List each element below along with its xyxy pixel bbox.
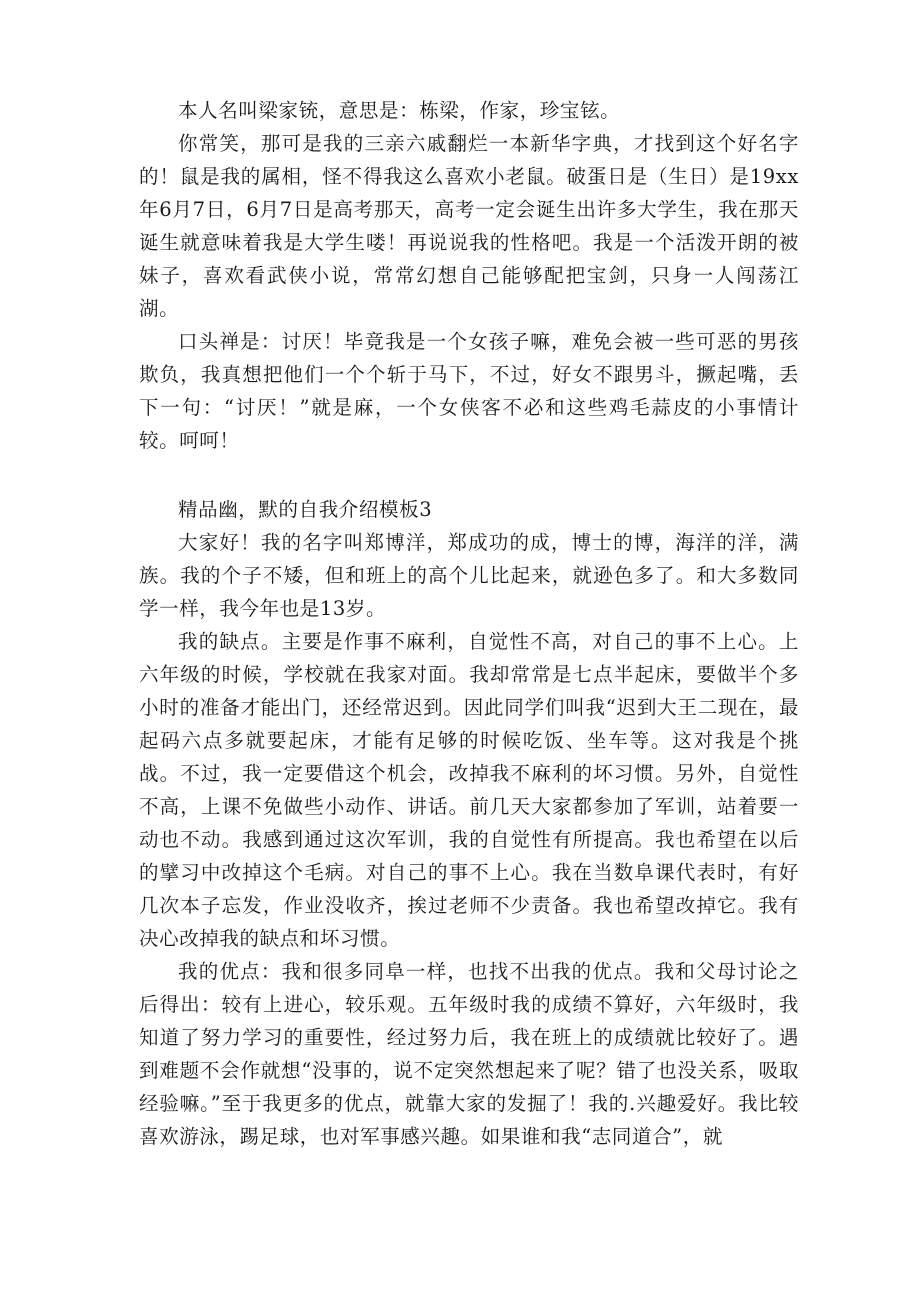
paragraph-strengths: 我的优点：我和很多同阜一样，也找不出我的优点。我和父母讨论之后得出：较有上进心，较乐观。五年级时我的成绩不算好，六年级时，我知道了努力学习的重要性，经过努力后，我在班上的成绩就比较好了。遇到难题不会作就想“没事的，说不定突然想起来了呢？错了也没关系，吸取经验嘛。”至于我更多的优点，就靠大家的发掘了！我的.兴趣爱好。我比较喜欢游泳，踢足球，也对军事感兴趣。如果谁和我“志同道合”，就 xyxy=(139,960,799,1148)
paragraph-introduction: 大家好！我的名字叫郑博洋，郑成功的成，博士的博，海洋的洋，满族。我的个子不矮，但和班上的高个儿比起来，就逊色多了。和大多数同学一样，我今年也是13岁。 xyxy=(139,531,799,620)
paragraph-shortcomings: 我的缺点。主要是作事不麻利，自觉性不高，对自己的事不上心。上六年级的时候，学校就在我家对面。我却常常是七点半起床，要做半个多小时的准备才能出门，还经常迟到。因此同学们叫我“迟到大王二现在，最起码六点多就要起床，才能有足够的时候吃饭、坐车等。这对我是个挑战。不过，我一定要借这个机会，改掉我不麻利的坏习惯。另外，自觉性不高，上课不免做些小动作、讲话。前几天大家都参加了军训，站着要一动也不动。我感到通过这次军训，我的自觉性有所提高。我也希望在以后的擘习中改掉这个毛病。对自己的事不上心。我在当数阜课代表时，有好几次本子忘发，作业没收齐，挨过老师不少责备。我也希望改掉它。我有决心改掉我的缺点和坏习惯。 xyxy=(139,630,799,950)
paragraph-birthday-personality: 你常笑，那可是我的三亲六戚翻烂一本新华字典，才找到这个好名字的！鼠是我的属相，怪不得我这么喜欢小老鼠。破蛋日是（生日）是19xx年6月7日，6月7日是高考那天，高考一定会诞生出许多大学生，我在那天诞生就意味着我是大学生喽！再说说我的性格吧。我是一个活泼开朗的被妹子，喜欢看武侠小说，常常幻想自己能够配把宝剑，只身一人闯荡江湖。 xyxy=(139,132,799,320)
section-heading: 精品幽，默的自我介绍模板3 xyxy=(178,498,433,521)
document-body xyxy=(139,94,799,1153)
paragraph-name-meaning: 本人名叫梁家铳，意思是：栋梁，作家，珍宝铉。 xyxy=(178,99,621,122)
section-spacer xyxy=(139,457,799,493)
paragraph-catchphrase: 口头禅是：讨厌！毕竟我是一个女孩子嘛，难免会被一些可恶的男孩欺负，我真想把他们一个个斩于马下，不过，好女不跟男斗，撅起嘴，丢下一句：“讨厌！”就是麻，一个女侠客不必和这些鸡毛蒜皮的小事情计较。呵呵！ xyxy=(139,330,799,452)
